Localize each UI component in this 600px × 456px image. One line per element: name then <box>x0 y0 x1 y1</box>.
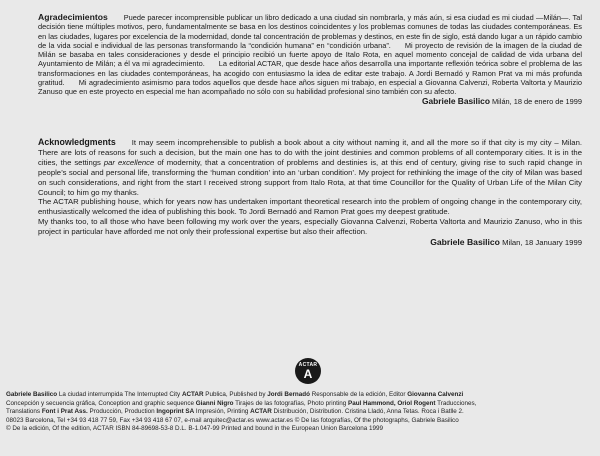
english-text-1b: of modernity, that a concentration of problems and destinies is, at this end of century, giving rise to such rapid change in people’s social and personal life, transforming the ‘human condition’ into an ‘urban condition’. My project for rethinking the image of the city of Milan was based on such considerations, and right from the start I received strong support from Italo Rota, at that time Councillor for the Quality of Urban Life of the Milan City Council; to him go my thanks. <box>38 157 583 197</box>
credit-printer-role: Impresión, Printing <box>195 408 249 416</box>
english-acknowledgments <box>38 138 582 248</box>
credit-editor-role: Responsable de la edición, Editor <box>311 391 406 398</box>
credits-line-2 <box>6 400 594 409</box>
credits-line-1 <box>6 391 594 400</box>
credit-translations-role: Traducciones, <box>437 399 477 407</box>
english-signature-name: Gabriele Basilico <box>430 237 500 248</box>
spanish-signature-name: Gabriele Basilico <box>421 96 490 107</box>
credit-city-year: Barcelona 1999 <box>338 425 384 433</box>
spanish-text-4: Mi agradecimiento asimismo para todos aquellos que desde hace años siguen mi trabajo, en especial a Giovanna Calvenzi, Roberta Valtorta y Maurizio Zanuso que en este proyecto en especial me han acompañado no sólo con su habilidad profesional sino también con su afecto. <box>38 77 582 96</box>
credit-edition-rights: © De la edición, Of the edition, ACTAR <box>6 425 114 433</box>
credit-production: Font i Prat Ass. <box>41 408 88 416</box>
credit-distribution: Distribución, Distribution. Cristina Lladó, Anna Tetas. Roca i Batlle 2. <box>273 408 464 416</box>
credit-conception-role: Concepción y secuencia gráfica, Conception and graphic sequence <box>6 399 194 407</box>
credit-printed-in: Printed and bound in the European Union <box>221 425 338 433</box>
actar-logo-letter: A <box>303 366 313 381</box>
actar-logo-text: ACTAR <box>298 361 318 368</box>
credit-website: www.actar.es <box>255 416 294 424</box>
credit-distributor: ACTAR <box>250 408 272 416</box>
spanish-text-3: La editorial ACTAR, que desde hace años desarrolla una importante reflexión teórica sobre el problema de las transformaciones en las ciudades contemporáneas, ha acogido con entusiasmo la idea de editar este trabajo. A Jordi Bernadó y Ramon Prat va mi más profunda gratitud. <box>38 59 582 87</box>
spanish-signature-date: Milán, 18 de enero de 1999 <box>492 97 582 107</box>
english-heading: Acknowledgments <box>38 137 116 147</box>
actar-logo <box>295 358 321 384</box>
credit-publisher-role: Publica, Published by <box>205 391 266 398</box>
spanish-signature <box>38 97 582 106</box>
english-paragraph-1 <box>38 138 582 197</box>
credit-printer: Ingoprint SA <box>156 408 195 416</box>
credit-printer-photos: Gianni Nigro <box>195 399 234 407</box>
credit-title: La ciudad interrumpida The Interrupted City <box>58 391 181 398</box>
credit-isbn: ISBN 84-89698-53-8 <box>115 425 174 433</box>
credits-line-3 <box>6 408 594 417</box>
spanish-acknowledgments <box>38 13 582 107</box>
english-signature-date: Milan, 18 January 1999 <box>502 238 582 248</box>
english-paragraph-3: My thanks too, to all those who have been following my work over the years, especially Giovanna Calvenzi, Roberta Valtorta and Maurizio Zanuso, who in this project in particular have afforded me not only their professional expertise but also their affection. <box>38 217 582 237</box>
credit-photo-rights: © De las fotografías, Of the photographs, Gabriele Basilico <box>294 416 459 424</box>
credit-author: Gabriele Basilico <box>6 391 58 398</box>
credit-conception: Giovanna Calvenzi <box>407 391 464 398</box>
credit-editor: Jordi Bernadó <box>267 391 310 398</box>
credit-translators: Paul Hammond, Oriol Rogent <box>348 399 436 407</box>
spanish-heading: Agradecimientos <box>38 12 108 22</box>
spanish-text-1: Puede parecer incomprensible publicar un libro dedicado a una ciudad sin nombrarla, y más aún, si esa ciudad es mi ciudad —Milán—. Tal decisión tiene múltiples motivos, pero, fundamentalmente se basa en los destinos coincidentes y los problemas comunes de todas las ciudades contemporáneas. Es en las ciudades, lugares por excelencia de la modernidad, donde tal concentración de problemas y destinos, en este fin de siglo, está dando lugar a un rápido cambio de la vida social e individual de las personas transformando la “condición humana” en “condición urbana”. <box>38 13 582 50</box>
colophon-credits <box>6 391 594 434</box>
spanish-paragraph-1 <box>38 13 582 96</box>
english-text-1a: It may seem incomprehensible to publish a book about a city without naming it, and all the more so if that city is my city – Milan. There are lots of reasons for such a decision, but the main one has to do with the joint destinies and common problems of all contemporary cities. It is in the cities, the settings <box>38 138 582 167</box>
credits-line-5 <box>6 425 594 434</box>
spanish-text-2: Mi proyecto de revisión de la imagen de la ciudad de Milán se basaba en tales consideraciones y desde el principio recibió un fuerte apoyo de Italo Rota, en aquel momento concejal de calidad de vida urbana del Ayuntamiento de Milán; a él va mi agradecimiento. <box>38 40 583 69</box>
english-paragraph-2: The ACTAR publishing house, which for years now has undertaken important theoretical research into the problem of ongoing change in the contemporary city, enthusiastically welcomed the idea of publishing this book. To Jordi Bernadó and Ramon Prat goes my deepest gratitude. <box>38 197 582 217</box>
credit-legal-deposit: D.L. B-1.047-99 <box>175 425 220 433</box>
credit-translations-en: Translations <box>6 408 41 416</box>
credit-printing-role: Tirajes de las fotografías, Photo printing <box>235 399 347 407</box>
credit-contact: 08023 Barcelona, Tel +34 93 418 77 59, Fax +34 93 418 67 07, e-mail arquitec@actar.es <box>6 416 255 424</box>
credit-production-role: Producción, Production <box>89 408 155 416</box>
english-text-1-italic: par excellence <box>103 157 155 167</box>
english-signature <box>38 238 582 248</box>
credit-publisher: ACTAR <box>181 391 204 398</box>
